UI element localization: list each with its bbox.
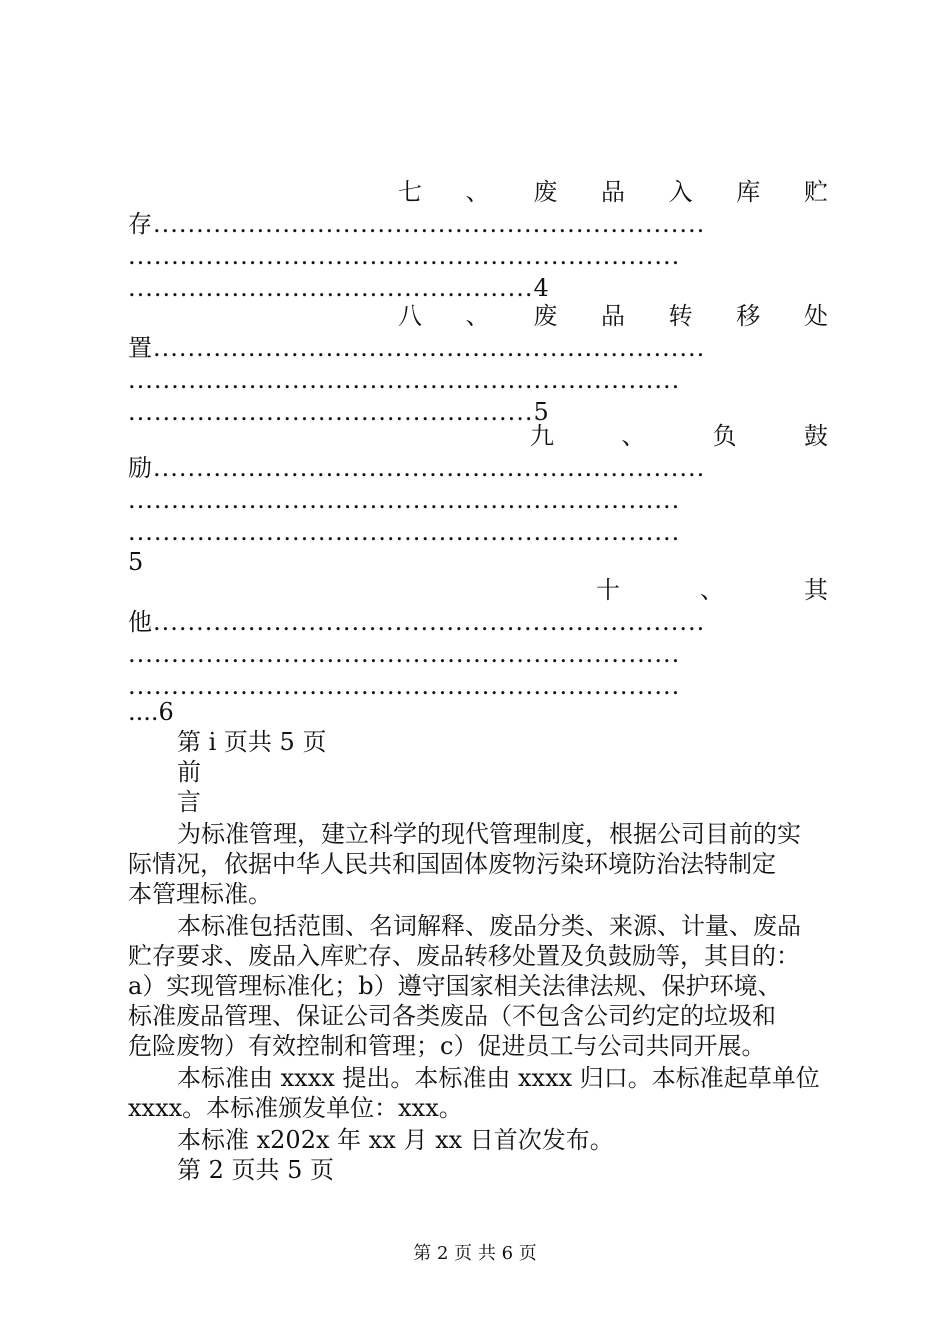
- toc-char: 七: [398, 178, 422, 206]
- toc-char: 转: [668, 302, 693, 330]
- paragraph-line: 际情况，依据中华人民共和国固体废物污染环境防治法特制定: [128, 850, 776, 878]
- toc-line: ................................................................: [128, 518, 681, 546]
- toc-char: 入: [668, 178, 693, 206]
- toc-char: 、: [465, 302, 490, 330]
- toc-heading-10: [596, 574, 828, 606]
- paragraph-line: 本管理标准。: [128, 880, 272, 908]
- toc-line: ...............................................5: [128, 398, 550, 426]
- toc-line: ................................................................: [128, 640, 681, 668]
- toc-line: 5: [128, 548, 144, 576]
- toc-line: ................................................................: [128, 672, 681, 700]
- paragraph-line: 本标准包括范围、名词解释、废品分类、来源、计量、废品: [177, 912, 801, 940]
- toc-char: 鼓: [803, 422, 828, 450]
- paragraph-line: 本标准由 xxxx 提出。本标准由 xxxx 归口。本标准起草单位: [177, 1064, 820, 1092]
- toc-heading-8: [398, 300, 828, 332]
- page-footer: 第 2 页 共 6 页: [413, 1243, 537, 1264]
- toc-char: 移: [736, 302, 761, 330]
- toc-line: 置................................................................: [128, 334, 706, 362]
- toc-char: 库: [736, 178, 761, 206]
- toc-char: 废: [533, 178, 558, 206]
- paragraph-line: 本标准 x202x 年 xx 月 xx 日首次发布。: [177, 1126, 614, 1154]
- toc-line: ................................................................: [128, 486, 681, 514]
- toc-char: 、: [465, 178, 490, 206]
- paragraph-line: 为标准管理，建立科学的现代管理制度，根据公司目前的实: [177, 820, 801, 848]
- toc-char: 贮: [803, 178, 828, 206]
- toc-char: 、: [700, 576, 724, 604]
- toc-line: ...............................................4: [128, 274, 550, 302]
- preface-title: 前: [177, 758, 201, 786]
- toc-char: 其: [804, 576, 828, 604]
- toc-char: 、: [621, 422, 646, 450]
- toc-char: 十: [596, 576, 620, 604]
- preface-title: 言: [177, 788, 201, 816]
- page-mark: 第 i 页共 5 页: [177, 728, 327, 756]
- paragraph-line: xxxx。本标准颁发单位：xxx。: [128, 1094, 463, 1122]
- toc-char: 八: [398, 302, 422, 330]
- toc-char: 负: [712, 422, 737, 450]
- paragraph-line: 危险废物）有效控制和管理；c）促进员工与公司共同开展。: [128, 1032, 766, 1060]
- page-mark: 第 2 页共 5 页: [177, 1156, 335, 1184]
- toc-line: ....6: [128, 698, 174, 726]
- toc-line: 他................................................................: [128, 608, 706, 636]
- toc-char: 废: [533, 302, 558, 330]
- toc-line: 存................................................................: [128, 210, 706, 238]
- toc-char: 品: [600, 178, 625, 206]
- toc-char: 品: [600, 302, 625, 330]
- toc-line: ................................................................: [128, 242, 681, 270]
- toc-line: ................................................................: [128, 366, 681, 394]
- paragraph-line: 贮存要求、废品入库贮存、废品转移处置及负鼓励等，其目的：: [128, 942, 800, 970]
- toc-heading-9: [530, 420, 828, 452]
- toc-line: 励................................................................: [128, 454, 706, 482]
- toc-char: 处: [803, 302, 828, 330]
- paragraph-line: a）实现管理标准化；b）遵守国家相关法律法规、保护环境、: [128, 972, 782, 1000]
- toc-char: 九: [530, 422, 554, 450]
- paragraph-line: 标准废品管理、保证公司各类废品（不包含公司约定的垃圾和: [128, 1002, 776, 1030]
- toc-heading-7: [398, 176, 828, 208]
